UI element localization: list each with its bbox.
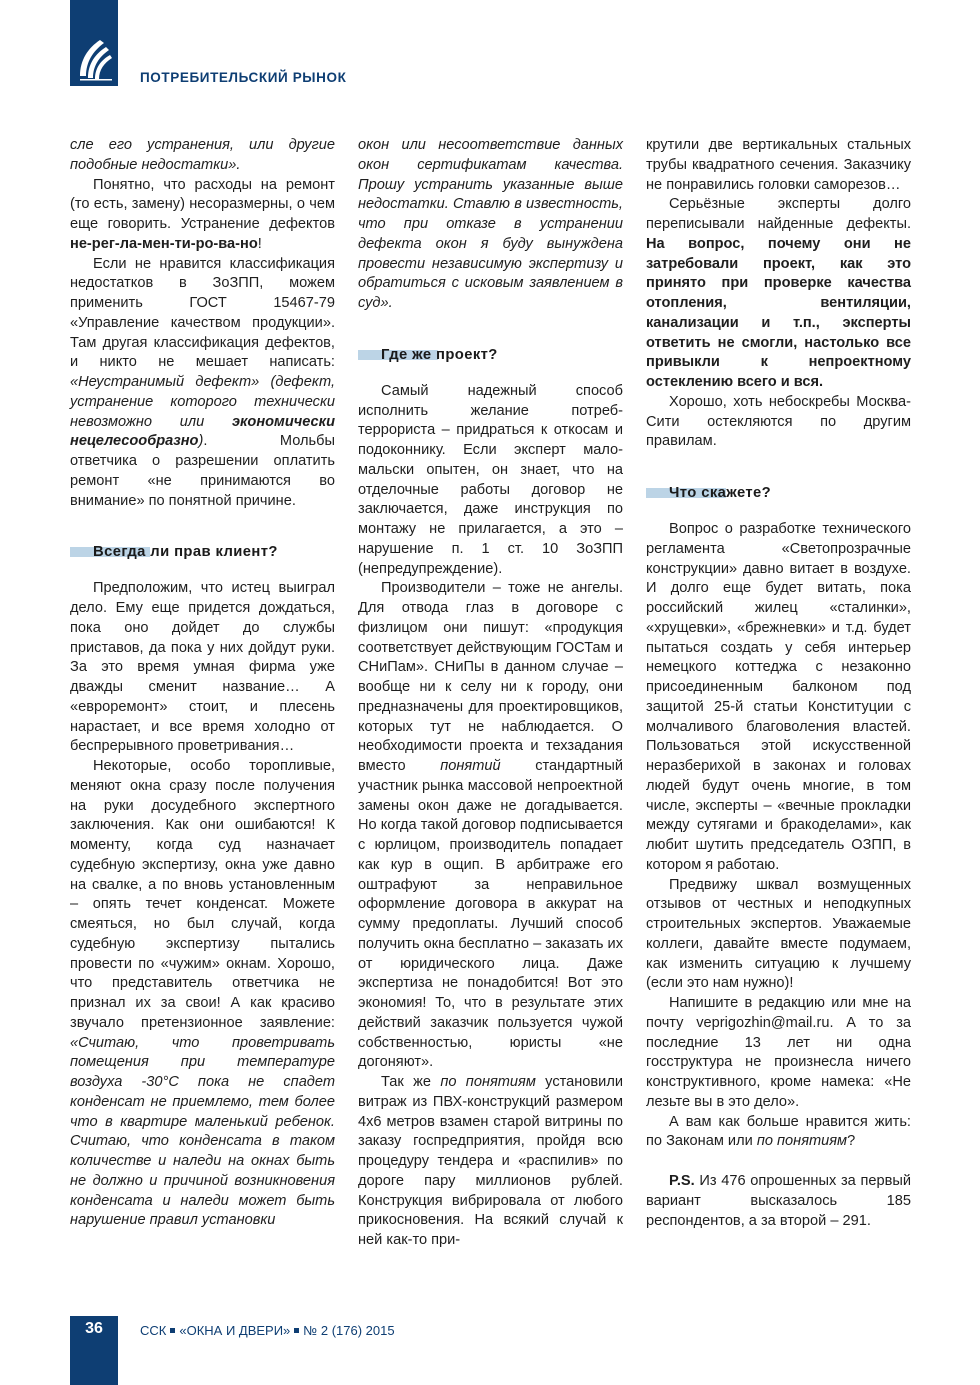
section-heading-text: Где же проект? (381, 346, 498, 363)
footer-magazine: «ОКНА И ДВЕРИ» (179, 1323, 291, 1338)
section-heading-text: Всегда ли прав клиент? (93, 544, 278, 561)
article-paragraph: сле его устранения, или другие подобные недостатки». (70, 137, 335, 173)
article-paragraph: Хорошо, хоть небоскребы Москва-Сити остекляются по другим правилам. (646, 393, 911, 450)
article-paragraph: Предположим, что истец выиграл дело. Ему еще придется дождаться, пока оно дойдет до службы приставов, да пока у них дойдут руки. За это время умная фирма уже дважды сменит название… А «евроремонт» стоит, и плесень нарастает, и все время холодно от беспрерывного проветривания… (70, 580, 335, 755)
footer-issue: № 2 (176) 2015 (303, 1323, 395, 1338)
article-paragraph: Понятно, что расходы на ремонт (то есть, замену) несоразмерны, о чем еще говорить. Устранение дефектов не-рег-ла-мен-ти-ро-ва-но! (70, 176, 335, 252)
section-title: ПОТРЕБИТЕЛЬСКИЙ РЫНОК (140, 70, 347, 85)
article-paragraph: Самый надежный способ исполнить желание потреб-террориста – придраться к откосам и подоконнику. Если эксперт мало-мальски опытен, он знает, что на отделочные работы договор не заключается, даже инструкция по монтажу не прилагается, а это – нарушение п. 1 ст. 10 ЗоЗПП (непредупреждение). (358, 382, 623, 577)
article-paragraph: Напишите в редакцию или мне на почту veprigozhin@mail.ru. А то за последние 13 лет ни одна госструктура не произнесла ничего конструктивного, кроме намека: «Не лезьте вы в это дело». (646, 995, 911, 1110)
footer-publication-info (140, 1323, 395, 1338)
section-heading (70, 543, 335, 563)
article-column-3 (646, 136, 911, 1231)
article-paragraph: Вопрос о разработке технического регламента «Светопрозрачные конструкции» давно витает в воздухе. И долго еще будет витать, пока российский жилец «сталинки», «хрущевки», «брежневки» и т.д. будет пытаться создать у себя интерьер немецкого коттеджа с незаконно присоединенным балконом под защитой 25-й статьи Конституции с молчаливого благоволения властей. Пользоваться этой искусственной неразберихой в законах и головах людей будут очень многие, в том числе, эксперты – «вечные прокладки между сутягами и бракоделами», как любит шутить председатель ОЗПП, в котором я работаю. (646, 521, 911, 873)
postscript-paragraph: P.S. Из 476 опрошенных за первый вариант высказалось 185 респондентов, а за второй – 291. (646, 1173, 911, 1229)
article-paragraph: А вам как больше нравится жить: по Законам или по понятиям? (646, 1113, 911, 1150)
article-paragraph: Так же по понятиям установили витраж из ПВХ-конструкций размером 4х6 метров взамен старой витрины по заказу госпредприятия, пройдя всю процедуру тендера и «распилив» по дороге пару миллионов рублей. Конструкция вибрировала от любого прикосновения. На всякий случай к ней как-то при- (358, 1074, 623, 1248)
ssk-logo-icon (74, 36, 114, 82)
article-paragraph: Если не нравится классификация недостатков в ЗоЗПП, можем применить ГОСТ 15467-79 «Управление качеством продукции». Там другая классификация дефектов, и никто не мешает написать: «Неустранимый дефект» (дефект, устранение которого технически невозможно или экономически нецелесообразно). Мольбы ответчика о разрешении оплатить ремонт «не принимаются во внимание» по понятной причине. (70, 255, 335, 509)
footer-publisher: ССК (140, 1323, 167, 1338)
article-paragraph: окон или несоответствие данных окон сертификатам качества. Прошу устранить указанные выше недостатки. Ставлю в известность, что при отказе в устранении дефекта окон я буду вынуждена провести независимую экспертизу и обратиться с исковым заявлением в суд». (358, 137, 623, 311)
square-bullet-icon (170, 1328, 175, 1333)
article-paragraph: крутили две вертикальных стальных трубы квадратного сечения. Заказчику не понравились головки саморезов… (646, 137, 911, 193)
article-paragraph: Производители – тоже не ангелы. Для отвода глаз в договоре с физлицом они пишут: «продукция соответствует действующим ГОСТам и СНиПам». СНиПы в данном случае – вообще ни к селу ни к городу, они предназначены для проектировщиков, которых тут не наблюдается. О необходимости проекта и техзадания вместо понятий стандартный участник рынка массовой непроектной замены окон даже не догадывается. Но когда такой договор подписывается с юрлицом, производитель попадает как кур в ощип. В арбитраже его оштрафуют за неправильное оформление договора в аккурат на сумму предоплаты. Лучший способ получить окна бесплатно – заказать их от юридического лица. Даже экспертиза не понадобится! Вот это экономия! То, что в результате этих действий заказчик пользуется чужой собственностью, юристы «не догоняют». (358, 580, 623, 1071)
section-heading-text: Что скажете? (669, 485, 772, 501)
article-paragraph: Серьёзные эксперты долго переписывали найденные дефекты. На вопрос, почему они не затребовали проект, как это принято при проверке качества отопления, вентиляции, канализации и т.п., эксперты ответить не смогли, настолько все привыкли к непроектному остеклению всего и вся. (646, 196, 911, 390)
article-column-1 (70, 136, 335, 1231)
article-paragraph: Некоторые, особо торопливые, меняют окна сразу после получения на руки досудебного экспертного заключения. Как они ошибаются! К моменту, когда суд назначает судебную экспертизу, окна уже давно на свалке, а по вновь установленным – опять течет конденсат. Можете смеяться, но был случай, когда судебную экспертизу пытались провести по «чужим» окнам. Хорошо, что представитель ответчика не признал их за свои! А как красиво звучало претензионное заявление: «Считаю, что проветривать помещения при температуре воздуха -30°С пока не спадет конденсат не приемлемо, тем более что в квартире маленький ребенок. Считаю, что конденсата в таком количестве и наледи на окнах быть не должно и причиной возникновения конденсата и наледи может быть нарушение правил установки (70, 758, 335, 1229)
article-paragraph: Предвижу шквал возмущенных отзывов от честных и неподкупных строительных экспертов. Уважаемые коллеги, давайте вместе подумаем, как изменить ситуацию к лучшему (если это нам нужно)! (646, 876, 911, 992)
page-number: 36 (85, 1320, 103, 1337)
square-bullet-icon (294, 1328, 299, 1333)
article-column-2 (358, 136, 623, 1251)
section-heading (646, 484, 911, 504)
section-heading (358, 346, 623, 366)
